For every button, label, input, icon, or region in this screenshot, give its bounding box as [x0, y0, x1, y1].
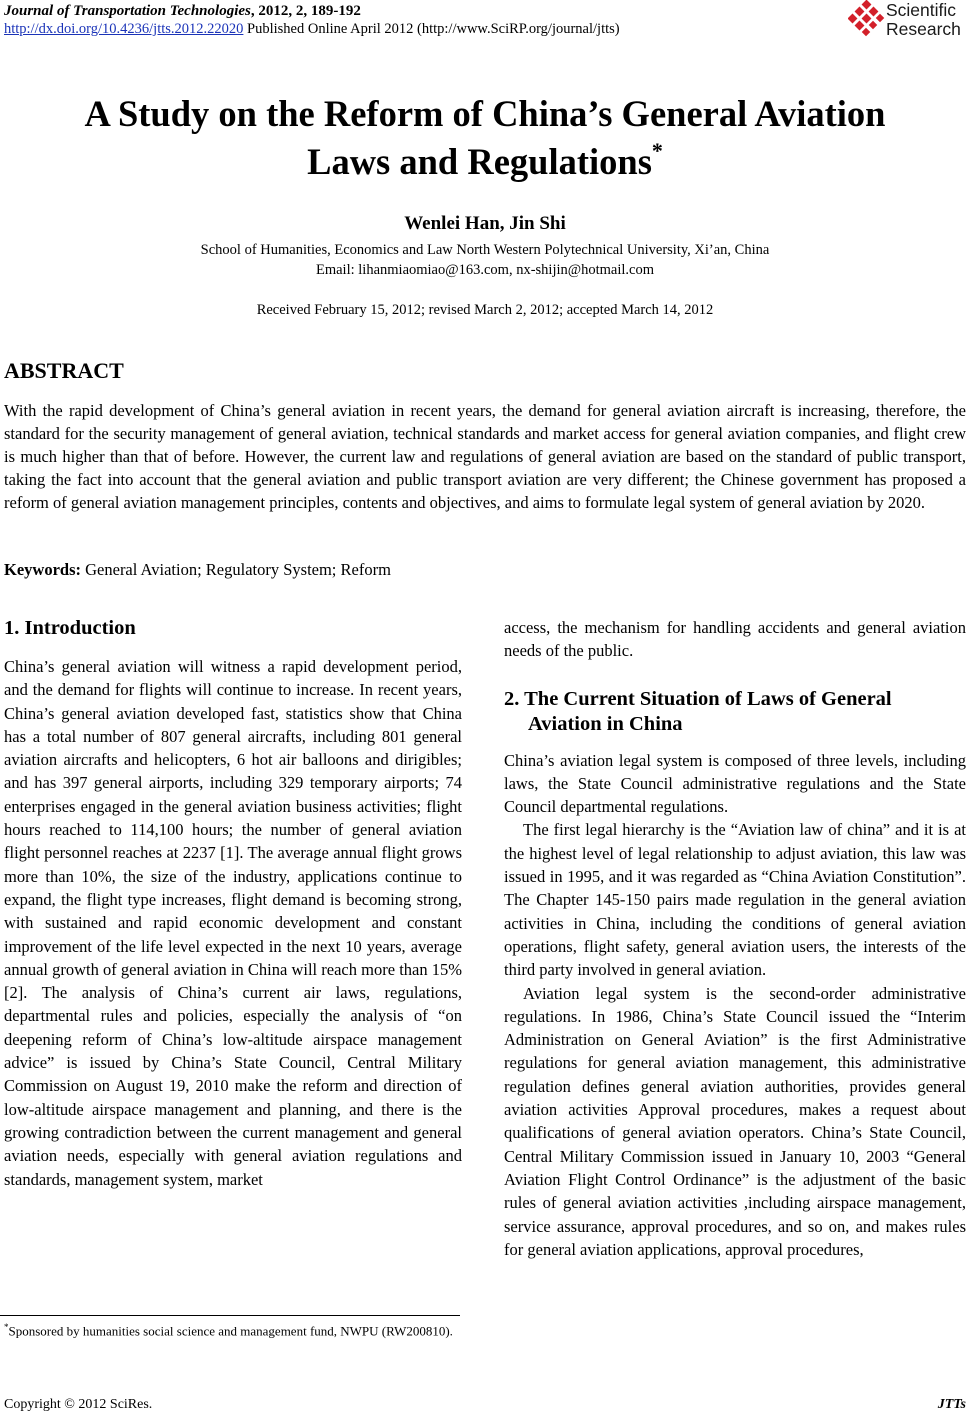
logo-mark-icon — [848, 0, 886, 40]
keywords-list: General Aviation; Regulatory System; Reform — [81, 560, 391, 579]
authors: Wenlei Han, Jin Shi — [404, 213, 566, 234]
title-line-1: A Study on the Reform of China’s General Aviation — [84, 93, 886, 134]
section-2-paragraph-2: The first legal hierarchy is the “Aviation law of china” and it is at the highest level of legal relationship to adjust aviation, this law was issued in 1995, and it was regarded as “China Aviation Constitution”. The Chapter 145-150 pairs made regulation in the general aviation activities in China, including the conditions of general aviation operations, flight safety, general aviation users, the interests of the third party involved in general aviation. — [504, 820, 966, 980]
abstract-text: With the rapid development of China’s general aviation in recent years, the demand for general aviation aircraft is increasing, therefore, the standard for the security management of general aviation, technical standards and market access for general aviation companies, and flight crew is much higher than that of before. However, the current law and regulations of general aviation are based on the standard of public transport, taking the fact into account that the general aviation and public transport aviation are very different; the Chinese government has proposed a reform of general aviation management principles, contents and objectives, and aims to formulate legal system of general aviation by 2020. — [4, 401, 966, 512]
section-1-heading: 1. Introduction — [4, 617, 136, 639]
email: Email: lihanmiaomiao@163.com, nx-shijin@hotmail.com — [315, 262, 654, 278]
right-column — [504, 616, 966, 1261]
footnote — [4, 1318, 462, 1340]
logo-text-research: Research — [886, 19, 961, 39]
section-2-paragraph-3: Aviation legal system is the second-order administrative regulations. In 1986, China’s State Council issued the “Interim Administration on General Aviation” is the first Administrative regulations for general aviation management, this administrative regulation defines general aviation authorities, provides general aviation activities Approval procedures, makes a request about qualifications of general aviation operators. China’s State Council, Central Military Commission issued in January 10, 2003 “General Aviation Flight Control Ordinance” is the adjustment of the basic rules of general aviation activities ,including airspace management, service assurance, approval procedures, and so on, and makes rules for general aviation applications, approval procedures, — [504, 983, 966, 1259]
doi-line — [4, 20, 620, 39]
received-dates: Received February 15, 2012; revised March 2, 2012; accepted March 14, 2012 — [256, 302, 714, 318]
journal-abbreviation: JTTs — [937, 1397, 966, 1412]
volume-info: , 2012, 2, 189-192 — [250, 3, 361, 19]
journal-name: Journal of Transportation Technologies — [4, 3, 251, 19]
footnote-mark: * — [4, 1322, 9, 1332]
doi-link[interactable]: http://dx.doi.org/10.4236/jtts.2012.22020 — [4, 21, 244, 37]
section-1-body: China’s general aviation will witness a rapid development period, and the demand for flights will continue to increase. In recent years, China’s general aviation developed fast, statistics show that China has a total number of 807 general aircrafts, including 801 general aviation aircrafts and helicopters, 6 hot air balloons and dirigibles; and has 397 general airports, including 329 temporary airports; 74 enterprises engaged in the general aviation business activities; flight hours reached to 114,100 hours; the number of general aviation flight personnel reaches at 2237 [1]. The average annual flight grows more than 10%, the size of the industry, applications continue to expand, the flight type increases, flight demand is becoming strong, with sustained and rapid economic development and constant improvement of the life level expected in the next 10 years, average annual growth of general aviation in China will reach more than 15% [2]. The analysis of China’s current air laws, regulations, departmental rules and policies, especially the analysis of “on deepening reform of China’s low-altitude airspace management advice” is issued by China’s State Council, Central Military Commission on August 19, 2010 make the reform and direction of low-altitude airspace management and planning, and there is the growing contradiction between the current management and general aviation needs, especially with general aviation regulations and standards, management system, market — [4, 657, 462, 1189]
paper-title — [0, 90, 970, 186]
abstract-heading: ABSTRACT — [4, 358, 124, 383]
affiliation-block — [0, 240, 970, 280]
section-1-continued: access, the mechanism for handling accidents and general aviation needs of the public. — [504, 618, 966, 661]
journal-line — [4, 2, 361, 21]
title-footnote-mark: * — [651, 138, 663, 163]
scientific-research-logo — [848, 0, 970, 44]
section-2-paragraph-1: China’s aviation legal system is composed of three levels, including laws, the State Council administrative regulations and the State Council departmental regulations. — [504, 750, 966, 817]
keywords — [4, 560, 391, 580]
section-2-heading: 2. The Current Situation of Laws of General Aviation in China — [504, 687, 892, 735]
footnote-divider — [0, 1315, 460, 1316]
footnote-text: Sponsored by humanities social science and management fund, NWPU (RW200810). — [8, 1323, 453, 1339]
logo-text-scientific: Scientific — [886, 0, 957, 20]
keywords-label: Keywords: — [4, 560, 81, 579]
copyright: Copyright © 2012 SciRes. — [4, 1397, 153, 1412]
published-info: Published Online April 2012 (http://www.SciRP.org/journal/jtts) — [243, 21, 620, 37]
title-line-2: Laws and Regulations — [307, 141, 652, 182]
left-column — [4, 616, 462, 1191]
affiliation: School of Humanities, Economics and Law North Western Polytechnical University, Xi’an, China — [200, 242, 770, 258]
